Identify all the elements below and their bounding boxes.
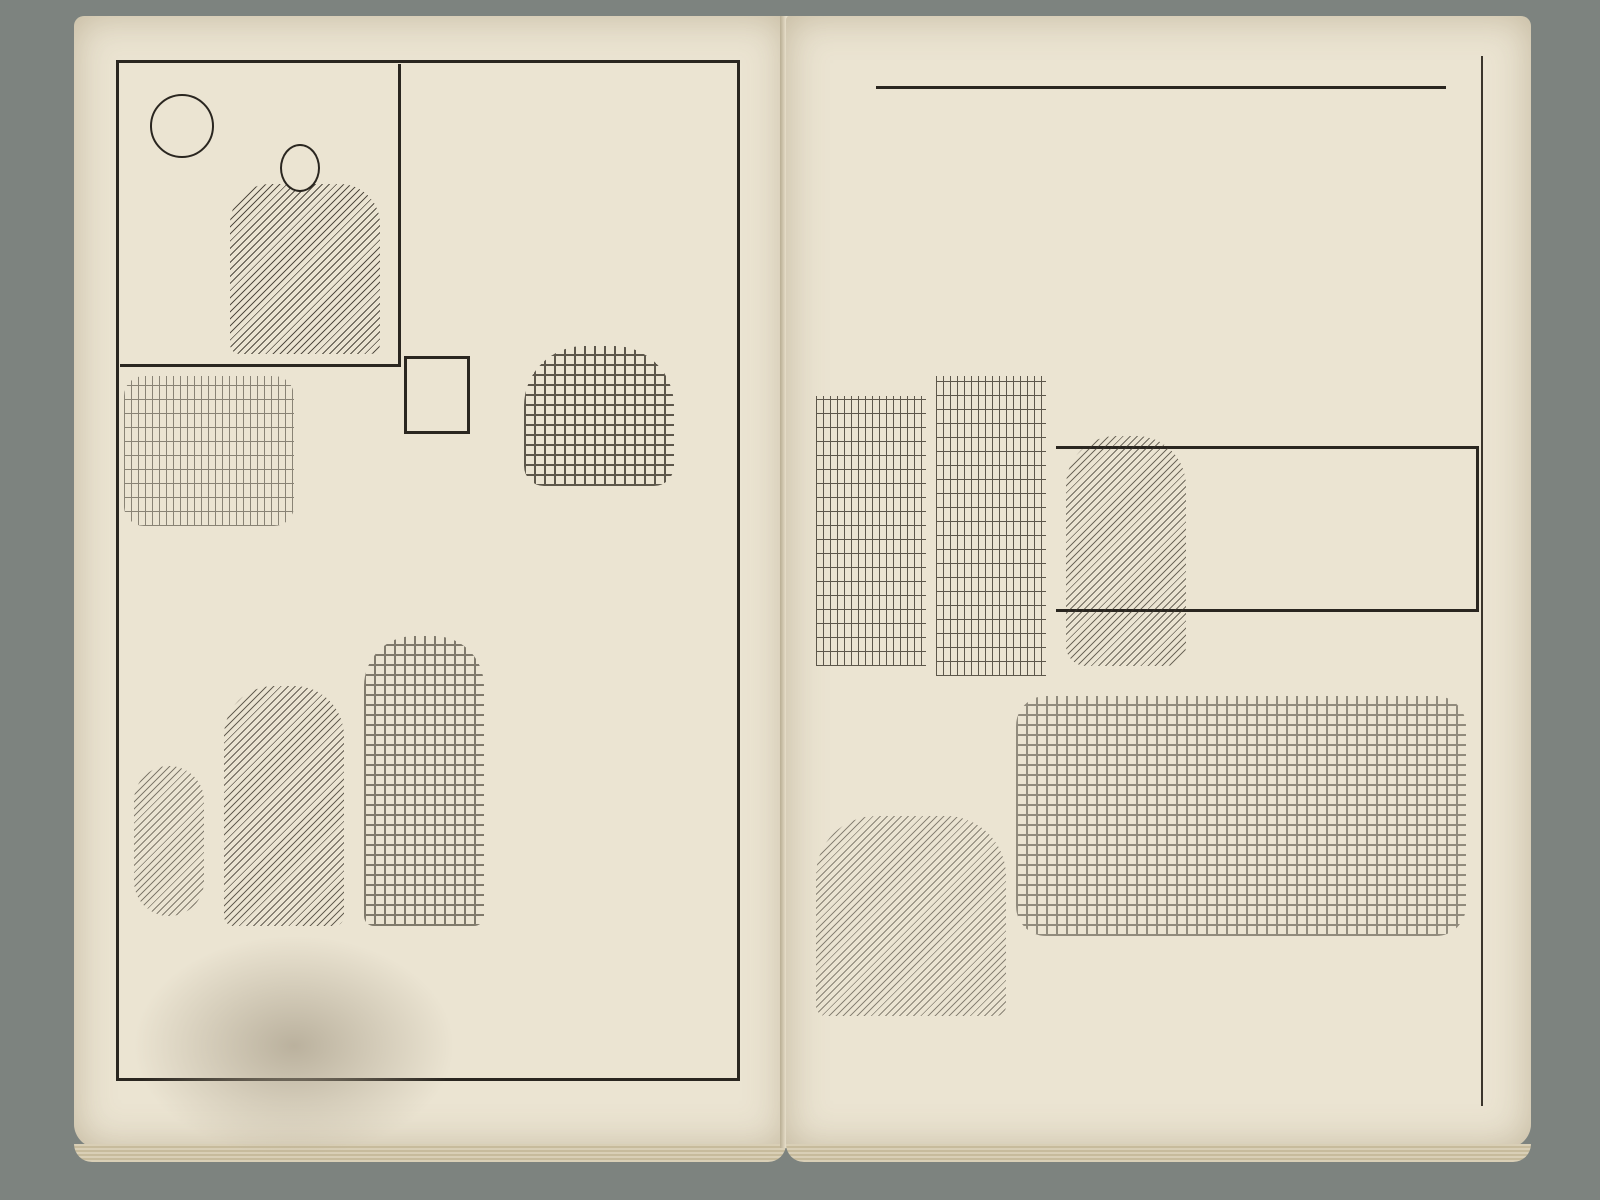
illustration-reed-screen-1 xyxy=(816,396,926,666)
moon-circle xyxy=(150,94,214,158)
right-page-text-upper xyxy=(876,86,1446,389)
right-page xyxy=(786,16,1531,1148)
right-margin-rule xyxy=(1481,56,1483,1106)
illustration-bowing-man xyxy=(816,816,1006,1016)
illustration-cloth-bundle xyxy=(124,376,294,526)
left-page-edge xyxy=(74,1144,786,1162)
illustration-box xyxy=(404,356,470,434)
paper-damage-stain xyxy=(134,936,454,1156)
right-page-text-middle xyxy=(976,656,1106,826)
head-shape xyxy=(280,144,320,192)
illustration-reed-screen-2 xyxy=(936,376,1046,676)
robe-shape xyxy=(230,184,380,354)
open-book xyxy=(74,16,1534,1166)
illustration-seated-figure xyxy=(120,64,401,367)
left-page-text-middle xyxy=(374,516,714,686)
left-page-text-lower xyxy=(554,736,734,1066)
left-page xyxy=(74,16,786,1148)
left-page-text-upper xyxy=(404,71,724,321)
illustration-kneeling-woman xyxy=(524,346,674,486)
illustration-seated-woman xyxy=(1066,436,1186,666)
right-page-text-lower xyxy=(986,936,1206,1096)
right-page-edge xyxy=(786,1144,1531,1162)
